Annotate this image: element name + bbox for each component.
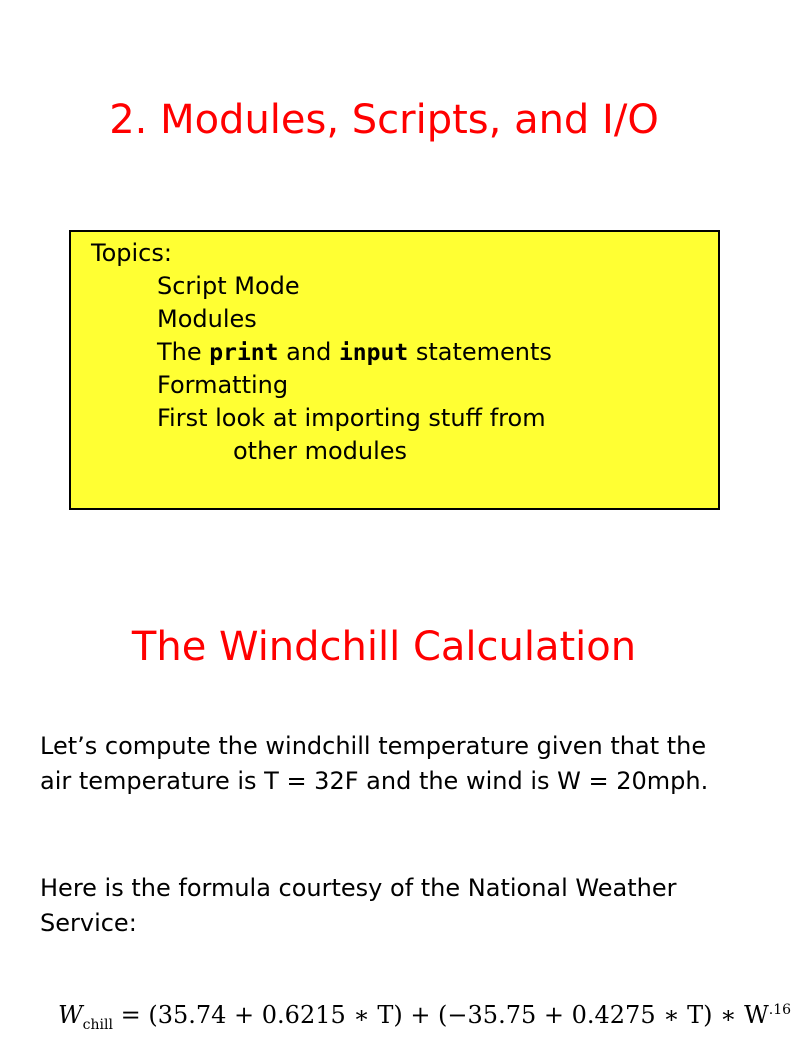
formula-lhs-sub: chill — [82, 1016, 113, 1033]
topic-print-input-post: statements — [408, 338, 552, 366]
topic-print-input-pre: The — [157, 338, 210, 366]
topic-importing-cont: other modules — [233, 437, 408, 465]
code-print: print — [209, 340, 279, 366]
slide-title: 2. Modules, Scripts, and I/O — [109, 97, 659, 143]
formula-lhs: W — [58, 1001, 83, 1029]
topic-print-input — [157, 336, 552, 369]
section-title: The Windchill Calculation — [131, 624, 637, 670]
topic-importing: First look at importing stuff from — [157, 404, 546, 432]
formula-exponent: .16 — [768, 1002, 791, 1018]
code-input: input — [338, 340, 409, 366]
topics-box — [69, 230, 720, 510]
topic-formatting: Formatting — [157, 371, 289, 399]
windchill-formula — [58, 990, 791, 1045]
topic-script-mode: Script Mode — [157, 272, 300, 300]
topic-modules: Modules — [157, 305, 257, 333]
topic-print-input-mid: and — [278, 338, 339, 366]
formula-intro-paragraph: Here is the formula courtesy of the National Weather Service: — [40, 874, 677, 937]
intro-paragraph: Let’s compute the windchill temperature given that the air temperature is T = 32F and the wind is W = 20mph. — [40, 732, 709, 795]
topics-heading: Topics: — [91, 239, 172, 267]
formula-rhs: = (35.74 + 0.6215 ∗ T) + (−35.75 + 0.4275 ∗ T) ∗ W — [112, 1001, 769, 1029]
